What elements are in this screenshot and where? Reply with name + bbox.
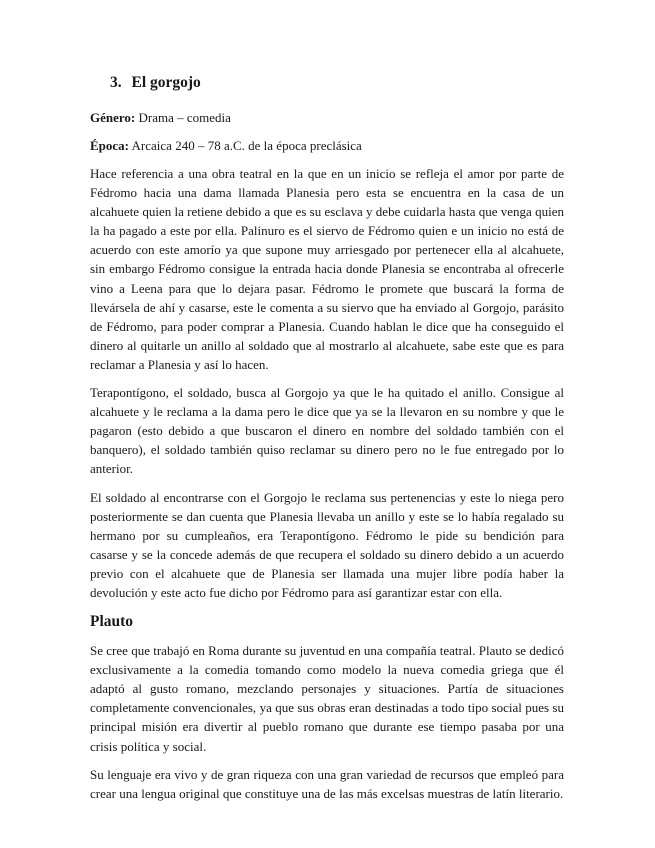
paragraph-plot-3: El soldado al encontrarse con el Gorgojo le reclama sus pertenencias y este lo niega pero posteriormente se dan cuenta que Planesia llevaba un anillo y este se lo había regalado su hermano por su cumpleaños, era Terapontígono. Fédromo le pide su bendición para casarse y se la concede además de que recupera el soldado su dinero debido a un acuerdo previo con el alcahuete que de Planesia ser llamada una mujer libre podía haber la devolución y este acto fue dicho por Fédromo para así garantizar estar con ella. <box>90 489 564 600</box>
plauto-heading: Plauto <box>90 613 134 631</box>
section-heading <box>110 72 564 94</box>
genre-label: Género: <box>90 110 136 125</box>
epoch-line <box>90 136 564 155</box>
section-number: 3. <box>110 74 122 91</box>
genre-line <box>90 108 564 127</box>
paragraph-plauto-2: Su lenguaje era vivo y de gran riqueza con una gran variedad de recursos que empleó para crear una lengua original que constituye una de las más excelsas muestras de latín literario. <box>90 766 564 801</box>
genre-value: Drama – comedia <box>138 110 231 125</box>
paragraph-plot-1: Hace referencia a una obra teatral en la que en un inicio se refleja el amor por parte de Fédromo hacia una dama llamada Planesia pero esta se encuentra en la casa de un alcahuete quien la retiene debido a que es su esclava y debe cuidarla hasta que venga quien la ha pagado a este por ella. Palinuro es el siervo de Fédromo quien e un inicio no está de acuerdo con este amorío ya que supone muy arriesgado por pertenecer ella al alcahuete, sin embargo Fédromo consigue la entrada hacia donde Planesia se encontraba al ofrecerle vino a Leena para que lo dejara pasar. Fédromo le promete que buscará la forma de llevársela de ahí y casarse, este le comenta a su siervo que ha enviado al Gorgojo, parásito de Fédromo, para poder comprar a Planesia. Cuando hablan le dice que ha conseguido el dinero al quitarle un anillo al soldado que al mostrarlo al alcahuete, sabe este que es para reclamar a Planesia y así lo hacen. <box>90 166 564 372</box>
paragraph-plot-2: Terapontígono, el soldado, busca al Gorgojo ya que le ha quitado el anillo. Consigue al alcahuete y le reclama a la dama pero le dice que ya se la llevaron en su nombre y que le pagaron (esto debido a que buscaron el dinero en nombre del soldado también con el banquero), el soldado también quiso reclamar su dinero pero no le fue entregado por lo anterior. <box>90 385 564 477</box>
document-page <box>90 72 564 812</box>
section-title: El gorgojo <box>131 74 201 91</box>
epoch-label: Época: <box>90 138 129 153</box>
epoch-value: Arcaica 240 – 78 a.C. de la época preclásica <box>131 138 362 153</box>
paragraph-plauto-1: Se cree que trabajó en Roma durante su juventud en una compañía teatral. Plauto se dedicó exclusivamente a la comedia tomando como modelo la nueva comedia griega que él adaptó al gusto romano, mezclando personajes y situaciones. Partía de situaciones completamente convencionales, ya que sus obras eran destinadas a todo tipo social pues su principal misión era divertir al pueblo romano que durante ese tiempo pasaba por una crisis política y social. <box>90 643 564 754</box>
